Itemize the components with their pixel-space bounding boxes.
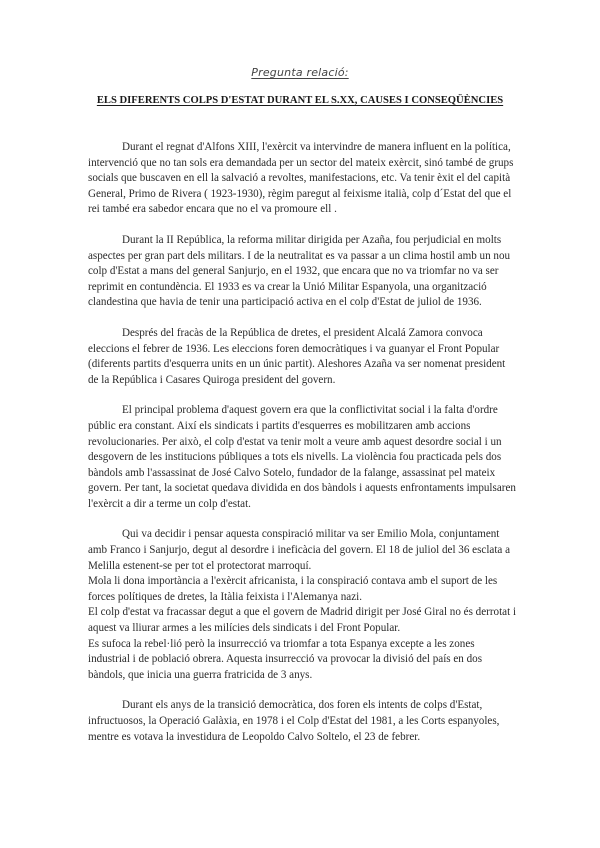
paragraph-mola: Mola li dona importància a l'exèrcit africanista, i la conspiració contava amb el suport de les forces polítiques de dretes, la Itàlia feixista i l'Alemanya nazi.: [88, 575, 498, 603]
handwritten-title: Pregunta relació:: [251, 66, 349, 79]
paragraph-front-popular: Després del fracàs de la República de dretes, el president Alcalá Zamora convoca eleccions el febrer de 1936. Les eleccions foren democràtiques i va guanyar el Front Popular (diferents partits d'esquerra units en un únic partit). Aleshores Azaña va ser nomenat president de la República i Casares Quiroga president del govern.: [88, 326, 506, 386]
paragraph-conspiracio: Qui va decidir i pensar aquesta conspiració militar va ser Emilio Mola, conjuntament amb Franco i Sanjurjo, degut al desordre i ineficàcia del govern. El 18 de juliol del 36 esclata a Melilla estenent-se per tot el protectorat marroquí.: [88, 528, 511, 572]
paragraph-ii-republica: Durant la II República, la reforma militar dirigida per Azaña, fou perjudicial en molts aspectes per gran part dels militars. I de la neutralitat es va passar a un clima hostil amb un nou colp d'Estat a mans del general Sanjurjo, en el 1932, que encara que no va triomfar no va ser reprimit en contundència. El 1933 es va crear la Unió Militar Espanyola, una organització clandestina que havia de tenir una participació activa en el colp d'Estat de juliol de 1936.: [88, 233, 511, 309]
paragraph-transicio: Durant els anys de la transició democràtica, dos foren els intents de colps d'Estat, infructuosos, la Operació Galàxia, en 1978 i el Colp d'Estat del 1981, a les Corts espanyoles, mentre es votava la investidura de Leopoldo Calvo Soltelo, el 23 de febrer.: [88, 699, 500, 743]
paragraph-insurreccio: Es sufoca la rebel·lió però la insurrecció va triomfar a tota Espanya excepte a les zones industrial i de població obrera. Aquesta insurrecció va provocar la divisió del país en dos bàndols, que inicia una guerra fratricida de 3 anys.: [88, 637, 483, 681]
paragraph-conflictivitat: El principal problema d'aquest govern era que la conflictivitat social i la falta d'ordre públic era constant. Així els sindicats i partits d'esquerres es mobilitzaren amb accions revolucionaries. Per això, el colp d'estat va tenir molt a veure amb aquest desordre social i un desgovern de les institucions públiques a tots els nivells. La violència fou practicada pels dos bàndols amb l'assassinat de José Calvo Sotelo, fundador de la falange, assassinat pel mateix govern. Per tant, la societat quedava dividida en dos bàndols i aquests enfrontaments impulsaren l'exèrcit a dir a terme un colp d'estat.: [88, 404, 516, 510]
document-body: [88, 140, 518, 760]
document-heading: ELS DIFERENTS COLPS D'ESTAT DURANT EL S.XX, CAUSES I CONSEQÜÈNCIES: [96, 95, 504, 106]
paragraph-alfons-xiii: Durant el regnat d'Alfons XIII, l'exèrcit va intervindre de manera influent en la política, intervenció que no tan sols era demandada per un sector del mateix exèrcit, sinó també de grups socials que buscaven en ell la salvació a revoltes, manifestacions, etc. Va tenir èxit el del capità General, Primo de Rivera ( 1923-1930), règim paregut al feixisme italià, colp d´Estat del que el rei també era sabedor encara que no el va promoure ell .: [88, 141, 514, 216]
paragraph-fracas: El colp d'estat va fracassar degut a que el govern de Madrid dirigit per José Giral no és derrotat i aquest va lliurar armes a les milícies dels sindicats i del Front Popular.: [88, 606, 517, 635]
